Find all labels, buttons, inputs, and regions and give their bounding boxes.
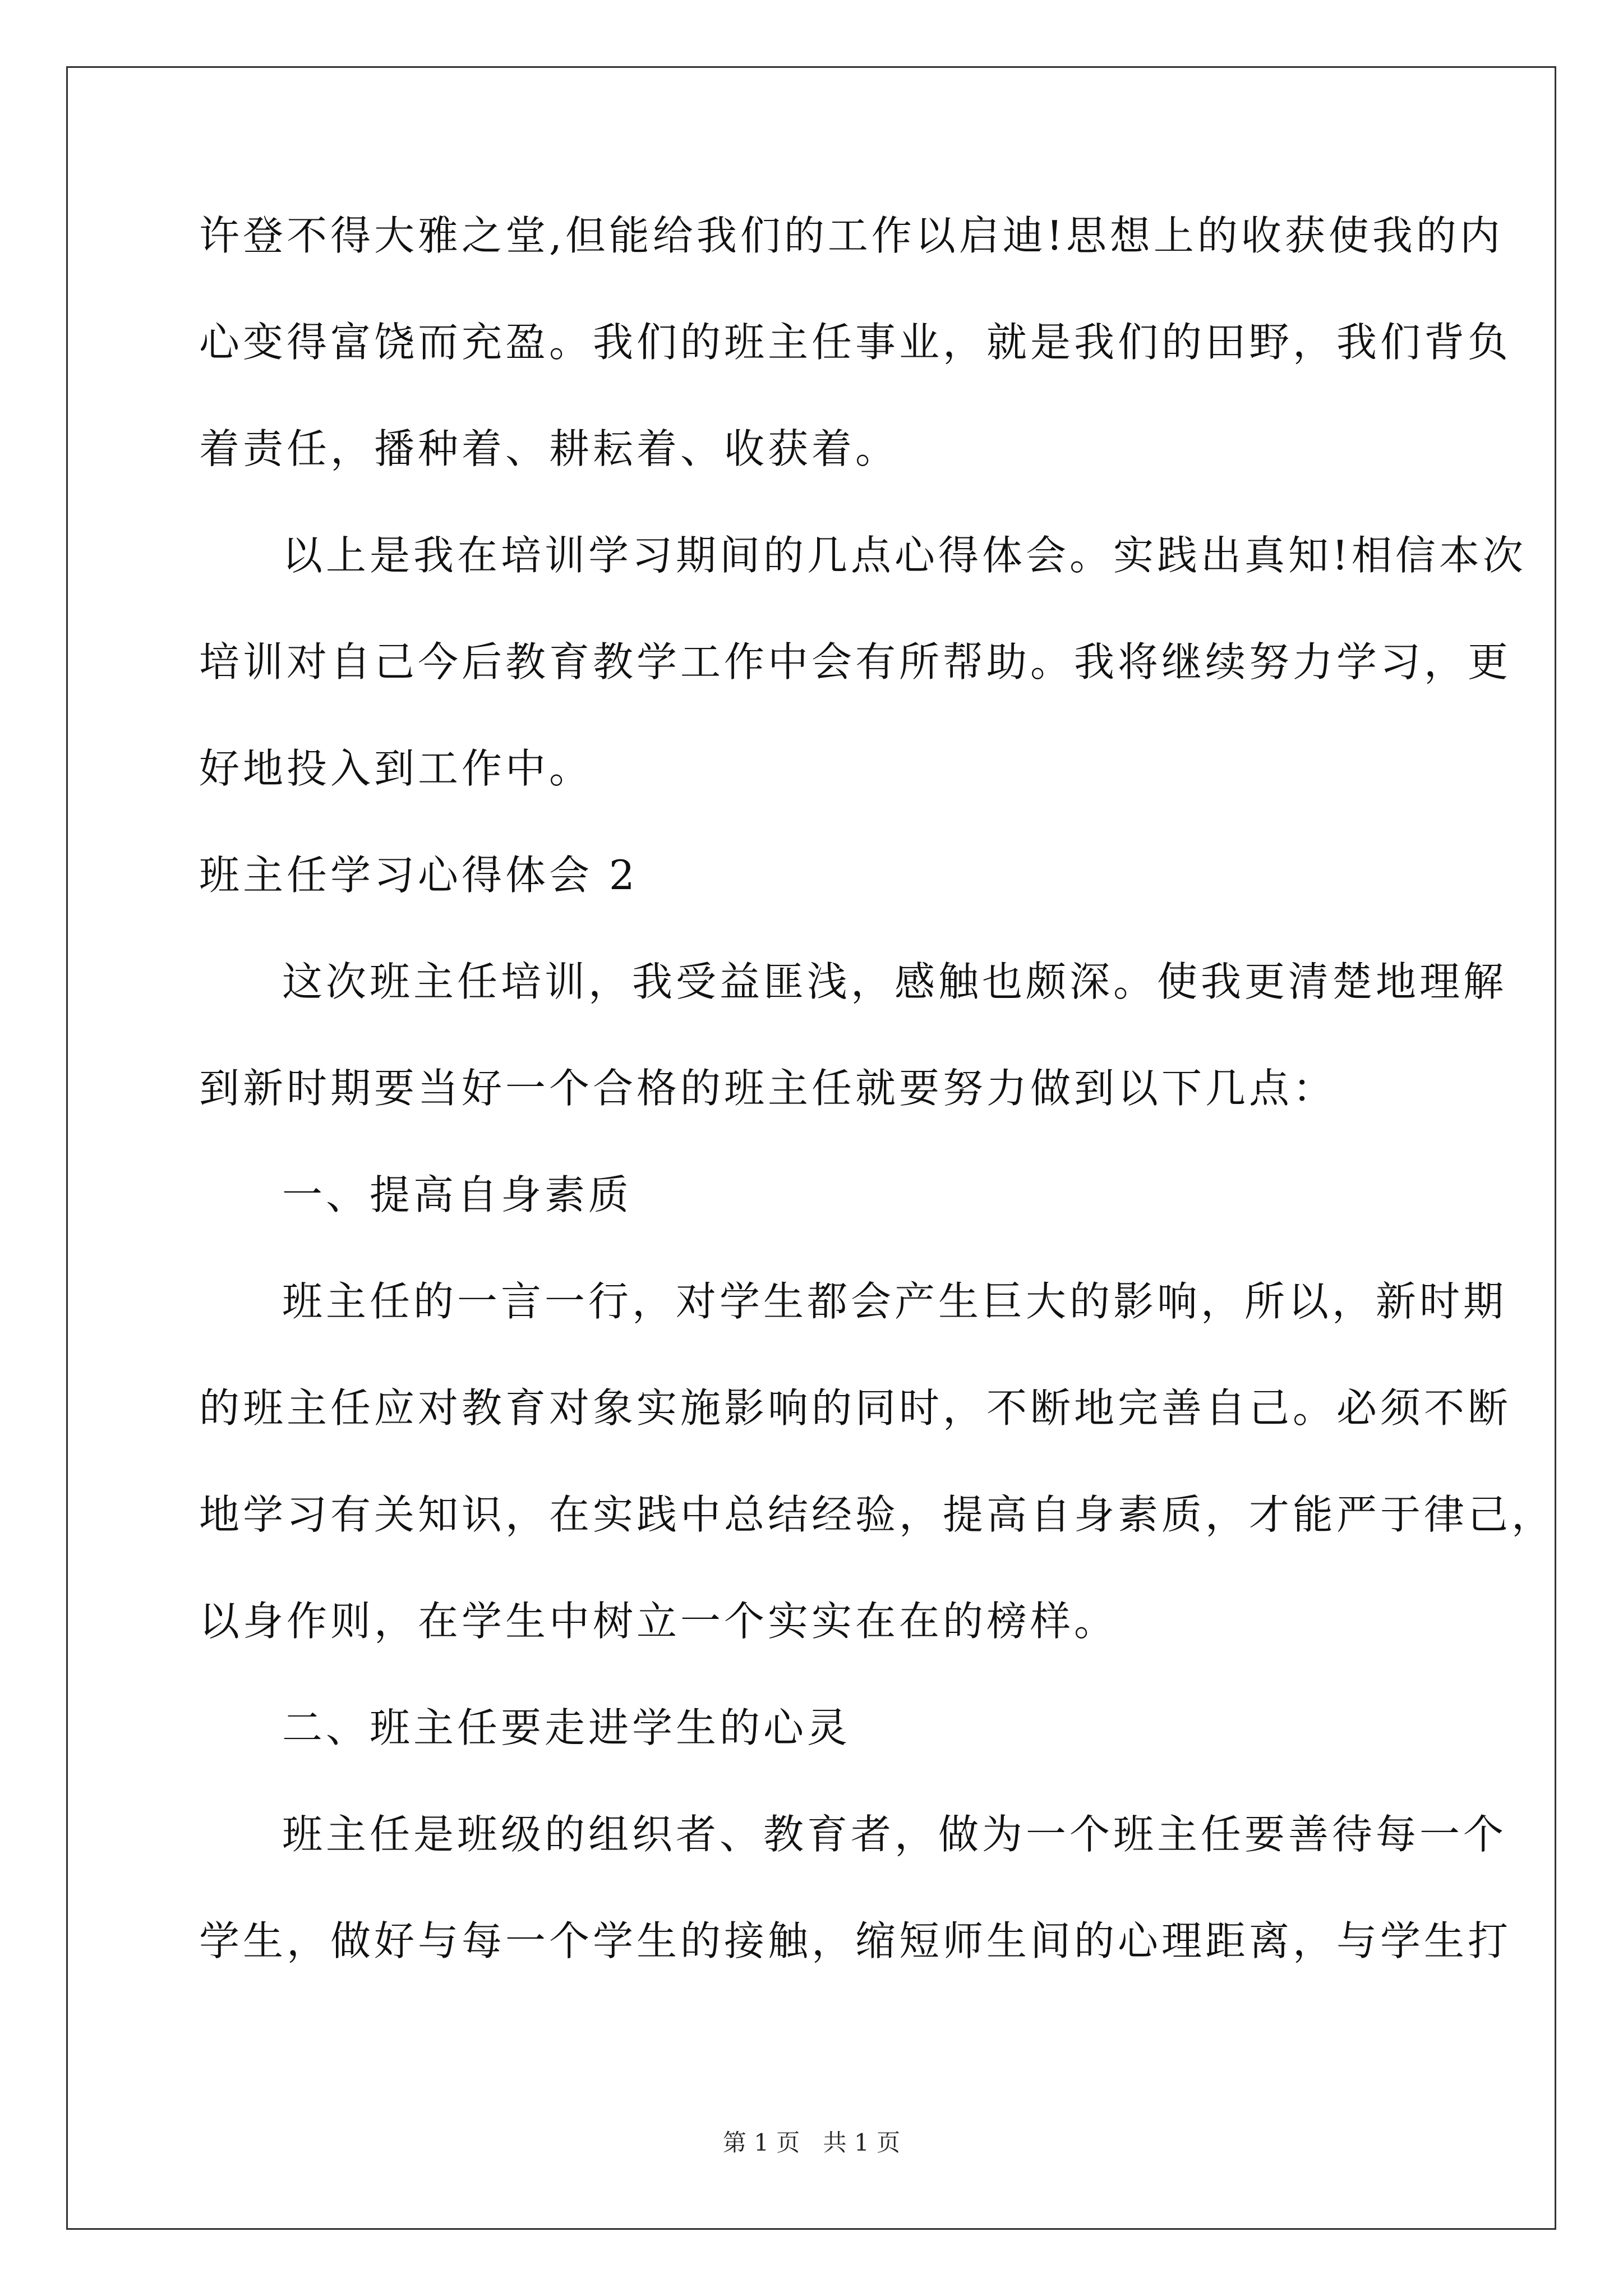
paragraph-line: 到新时期要当好一个合格的班主任就要努力做到以下几点： (199, 1065, 1337, 1112)
paragraph-line: 这次班主任培训，我受益匪浅，感触也颇深。使我更清楚地理解 (282, 958, 1507, 1005)
paragraph-line: 班主任的一言一行，对学生都会产生巨大的影响，所以，新时期 (282, 1278, 1507, 1325)
page-number: 第 1 页 (722, 2129, 800, 2156)
page-total: 共 1 页 (823, 2129, 901, 2156)
paragraph-line: 地学习有关知识，在实践中总结经验，提高自身素质，才能严于律己， (199, 1491, 1556, 1538)
paragraph-line: 培训对自己今后教育教学工作中会有所帮助。我将继续努力学习，更 (199, 638, 1512, 685)
subheading: 一、提高自身素质 (282, 1171, 633, 1218)
paragraph-line: 好地投入到工作中。 (199, 745, 593, 792)
paragraph-line: 班主任是班级的组织者、教育者，做为一个班主任要善待每一个 (282, 1811, 1507, 1858)
paragraph-line: 许登不得大雅之堂,但能给我们的工作以启迪!思想上的收获使我的内 (199, 212, 1504, 259)
subheading: 二、班主任要走进学生的心灵 (282, 1704, 851, 1751)
paragraph-line: 学生，做好与每一个学生的接触，缩短师生间的心理距离，与学生打 (199, 1917, 1512, 1964)
paragraph-line: 以上是我在培训学习期间的几点心得体会。实践出真知!相信本次 (282, 532, 1527, 579)
page-border (66, 66, 1556, 2230)
paragraph-line: 的班主任应对教育对象实施影响的同时，不断地完善自己。必须不断 (199, 1384, 1512, 1432)
paragraph-line: 着责任，播种着、耕耘着、收获着。 (199, 425, 900, 472)
paragraph-line: 以身作则，在学生中树立一个实实在在的榜样。 (199, 1598, 1118, 1645)
section-title: 班主任学习心得体会 2 (199, 852, 638, 899)
page-footer (0, 2126, 1623, 2160)
paragraph-line: 心变得富饶而充盈。我们的班主任事业，就是我们的田野，我们背负 (199, 319, 1512, 366)
